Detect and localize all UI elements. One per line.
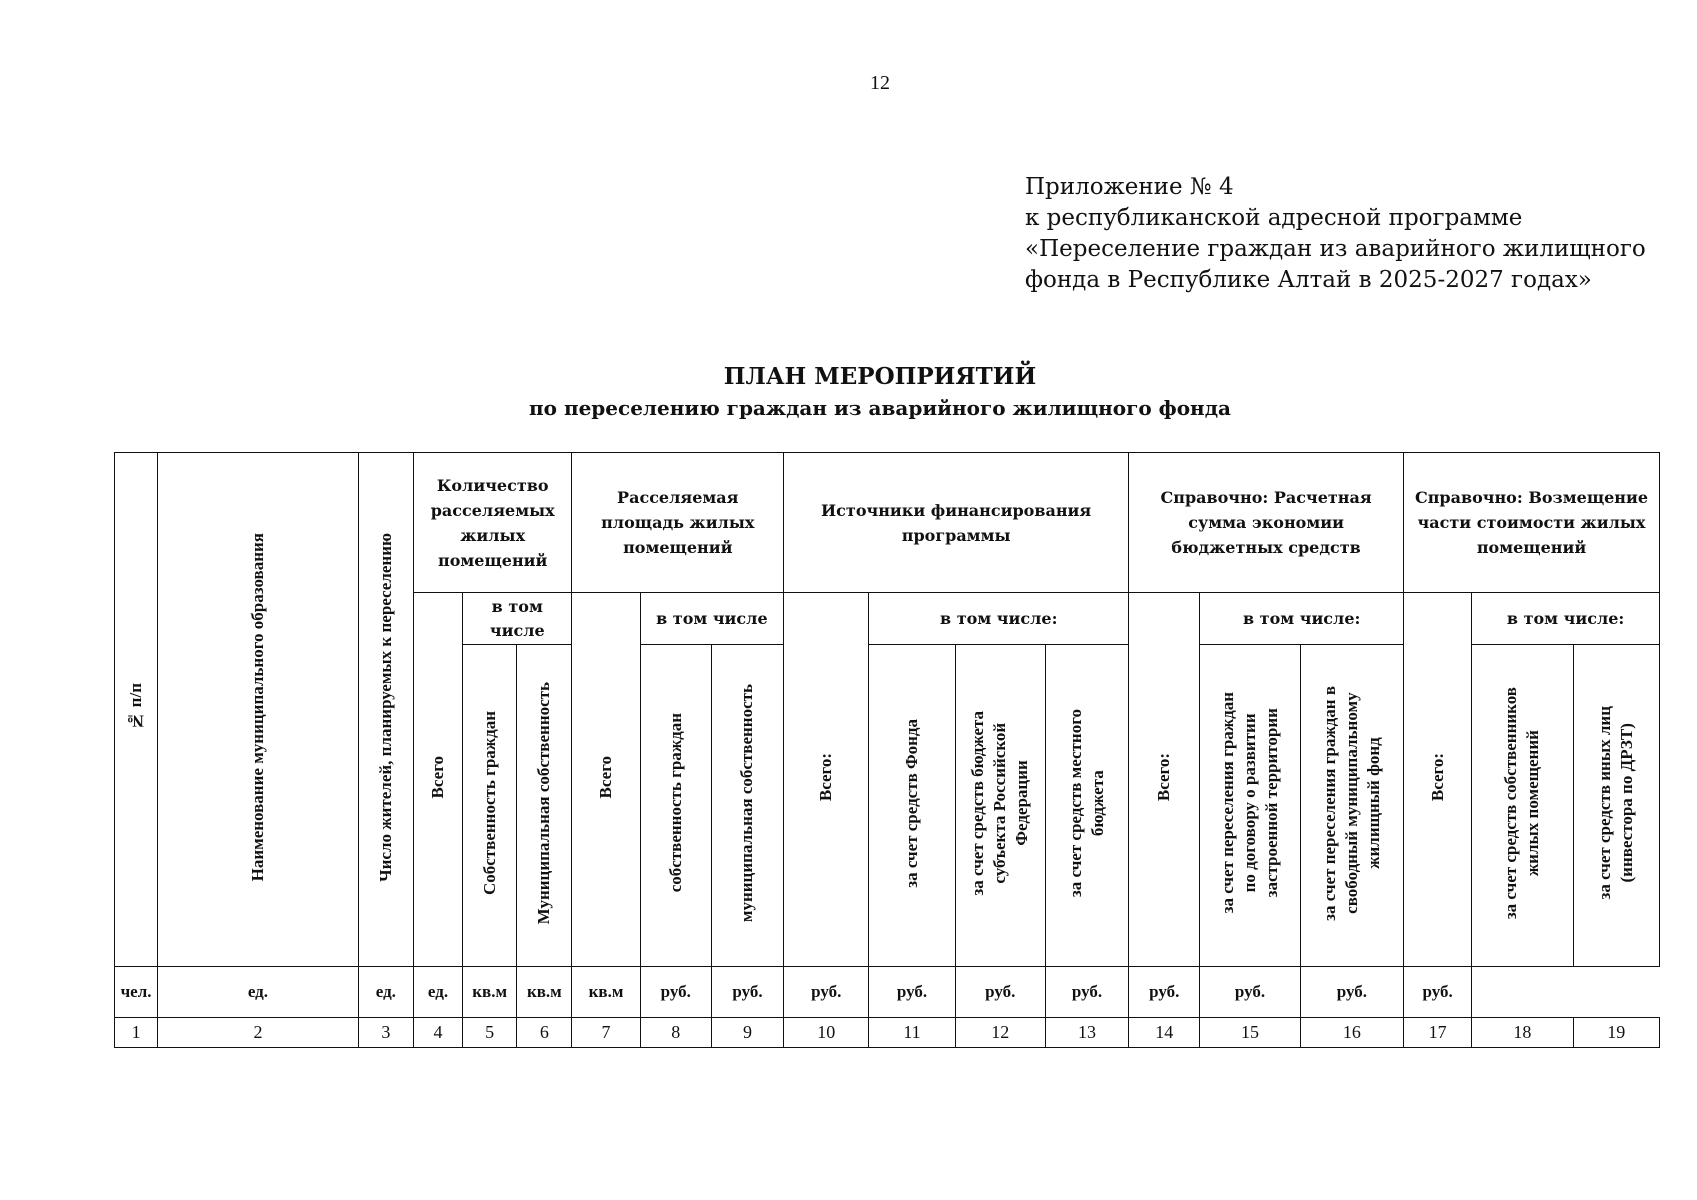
header-c6: Муниципальная собственность — [517, 645, 572, 967]
column-number: 14 — [1129, 1018, 1200, 1048]
header-c5: Собственность граждан — [463, 645, 517, 967]
unit-cell: руб. — [1404, 967, 1472, 1018]
unit-cell: ед. — [413, 967, 462, 1018]
column-number: 13 — [1045, 1018, 1128, 1048]
header-c12: за счет средств бюджета субъекта Российской Федерации — [955, 645, 1045, 967]
header-no — [115, 453, 158, 967]
appendix-line: Приложение № 4 — [1025, 174, 1234, 200]
header-residents — [358, 453, 413, 967]
unit-cell: кв.м — [463, 967, 517, 1018]
plan-table — [114, 452, 1660, 1048]
header-c8: собственность граждан — [640, 645, 711, 967]
header-c19: за счет средств иных лиц (инвестора по ДРЗТ) — [1573, 645, 1659, 967]
appendix-line: «Переселение граждан из аварийного жилищного — [1025, 236, 1646, 262]
header-group-funding: Источники финансирования программы — [784, 453, 1129, 593]
header-group-area: Расселяемая площадь жилых помещений — [572, 453, 784, 593]
appendix-note — [1025, 172, 1646, 296]
column-number: 3 — [358, 1018, 413, 1048]
unit-cell: руб. — [640, 967, 711, 1018]
unit-cell: чел. — [115, 967, 158, 1018]
column-numbers-row — [115, 1018, 1660, 1048]
header-incl-savings: в том числе: — [1200, 593, 1404, 645]
column-number: 11 — [869, 1018, 955, 1048]
title-main: ПЛАН МЕРОПРИЯТИЙ — [723, 363, 1037, 390]
column-number: 8 — [640, 1018, 711, 1048]
header-c4: Всего — [413, 593, 462, 967]
header-residents-label: Число жителей, планируемых к переселению — [375, 532, 395, 882]
title-sub: по переселению граждан из аварийного жилищного фонда — [529, 396, 1231, 420]
header-group-count: Количество расселяемых жилых помещений — [413, 453, 572, 593]
column-number: 17 — [1404, 1018, 1472, 1048]
header-c11: за счет средств Фонда — [869, 645, 955, 967]
appendix-line: к республиканской адресной программе — [1025, 205, 1523, 231]
column-number: 10 — [784, 1018, 869, 1048]
header-c16: за счет переселения граждан в свободный муниципальному жилищный фонд — [1300, 645, 1403, 967]
unit-cell: руб. — [711, 967, 783, 1018]
unit-cell: руб. — [1300, 967, 1403, 1018]
header-incl-area: в том числе — [640, 593, 783, 645]
unit-cell: руб. — [1045, 967, 1128, 1018]
column-number: 4 — [413, 1018, 462, 1048]
column-number: 19 — [1573, 1018, 1659, 1048]
header-c17: Всего: — [1404, 593, 1472, 967]
header-c9: муниципальная собственность — [711, 645, 783, 967]
header-incl-compensation: в том числе: — [1472, 593, 1660, 645]
header-c13: за счет средств местного бюджета — [1045, 645, 1128, 967]
header-c10: Всего: — [784, 593, 869, 967]
column-number: 16 — [1300, 1018, 1403, 1048]
unit-cell: руб. — [955, 967, 1045, 1018]
column-number: 15 — [1200, 1018, 1300, 1048]
document-title — [0, 360, 1697, 423]
column-number: 5 — [463, 1018, 517, 1048]
unit-cell: кв.м — [517, 967, 572, 1018]
header-group-savings: Справочно: Расчетная сумма экономии бюджетных средств — [1129, 453, 1404, 593]
unit-cell: ед. — [358, 967, 413, 1018]
unit-cell: руб. — [1200, 967, 1300, 1018]
page-number: 12 — [870, 72, 890, 94]
unit-cell: руб. — [869, 967, 955, 1018]
units-row — [115, 967, 1660, 1018]
header-incl-count: в том числе — [463, 593, 572, 645]
column-number: 18 — [1472, 1018, 1573, 1048]
column-number: 6 — [517, 1018, 572, 1048]
header-group-compensation: Справочно: Возмещение части стоимости жилых помещений — [1404, 453, 1660, 593]
unit-cell: кв.м — [572, 967, 640, 1018]
appendix-line: фонда в Республике Алтай в 2025-2027 годах» — [1025, 267, 1592, 293]
column-number: 2 — [158, 1018, 359, 1048]
unit-cell: руб. — [1129, 967, 1200, 1018]
column-number: 1 — [115, 1018, 158, 1048]
header-no-label: № п/п — [126, 683, 146, 731]
header-c18: за счет средств собственников жилых помещений — [1472, 645, 1573, 967]
header-municipality — [158, 453, 359, 967]
column-number: 12 — [955, 1018, 1045, 1048]
unit-cell: руб. — [784, 967, 869, 1018]
column-number: 7 — [572, 1018, 640, 1048]
header-c14: Всего: — [1129, 593, 1200, 967]
header-incl-funding: в том числе: — [869, 593, 1129, 645]
header-municipality-label: Наименование муниципального образования — [247, 532, 267, 882]
header-c7: Всего — [572, 593, 640, 967]
column-number: 9 — [711, 1018, 783, 1048]
header-c15: за счет переселения граждан по договору о развитии застроенной территории — [1200, 645, 1300, 967]
unit-cell: ед. — [158, 967, 359, 1018]
